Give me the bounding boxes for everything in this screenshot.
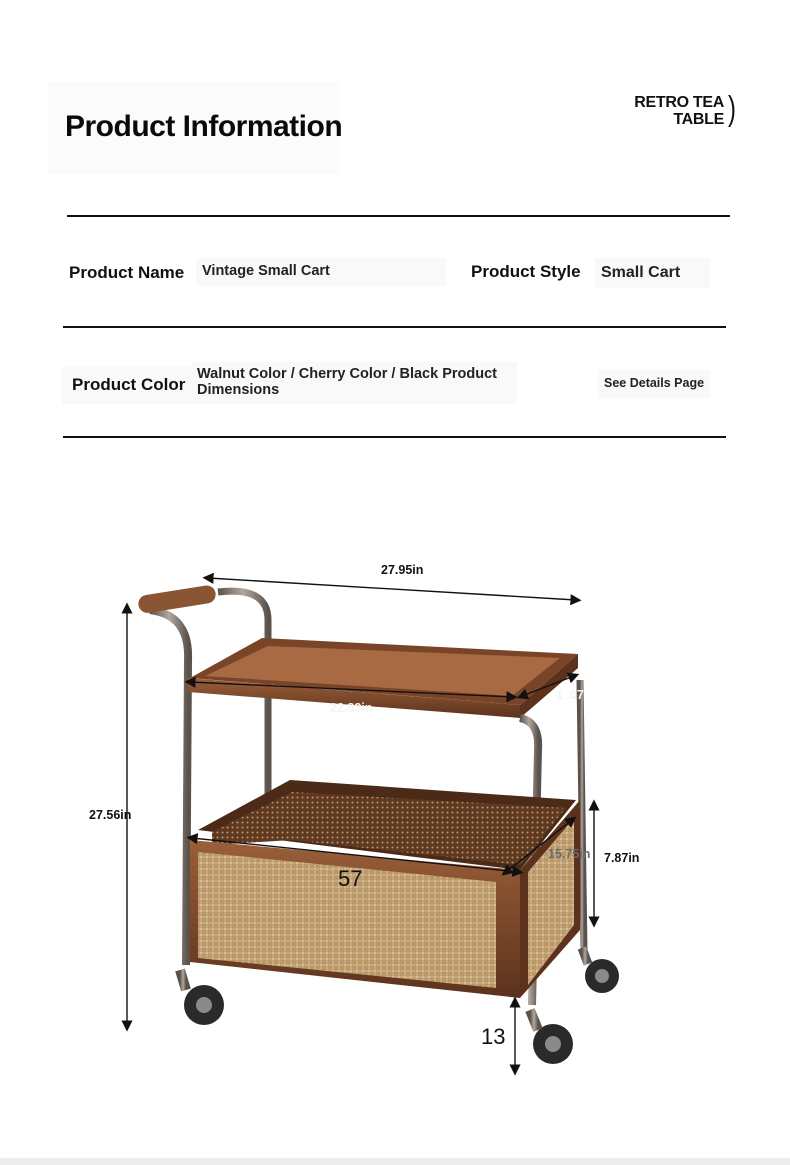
table-rule-middle — [63, 326, 726, 328]
dim-total-height-label: 27.56in — [89, 808, 132, 822]
product-color-value-line2: Dimensions — [197, 382, 280, 398]
brand-line-1: RETRO TEA — [634, 94, 724, 111]
dim-basket-depth-label: 15.75in — [548, 847, 591, 861]
footer-band — [0, 1158, 790, 1165]
product-style-value: Small Cart — [601, 264, 681, 281]
cart-top-tray — [188, 638, 578, 718]
table-rule-bottom — [63, 436, 726, 438]
product-style-label: Product Style — [471, 262, 581, 281]
brand-parenthesis: ) — [728, 90, 736, 128]
cart-basket — [190, 780, 580, 998]
page-title: Product Information — [65, 110, 343, 143]
product-color-value — [197, 366, 497, 398]
product-color-value-line1: Walnut Color / Cherry Color / Black Product — [197, 366, 497, 382]
table-rule-top — [67, 215, 730, 217]
product-name-value: Vintage Small Cart — [202, 263, 330, 279]
product-color-label: Product Color — [72, 375, 186, 394]
dim-basket-width-label: 57 — [338, 866, 363, 891]
cart-illustration — [0, 500, 790, 1100]
brand-line-2: TABLE — [673, 111, 724, 128]
dim-ground-clearance-label: 13 — [481, 1024, 506, 1049]
dim-top-width-label: 27.95in — [381, 563, 424, 577]
dim-tray-depth-label: 1 .67 — [556, 688, 584, 702]
see-details-value: See Details Page — [604, 376, 705, 390]
dim-tray-width-label: 22.83in — [330, 701, 373, 715]
dim-basket-height-label: 7.87in — [604, 851, 640, 865]
product-name-label: Product Name — [69, 263, 185, 282]
brand-label — [634, 94, 724, 128]
